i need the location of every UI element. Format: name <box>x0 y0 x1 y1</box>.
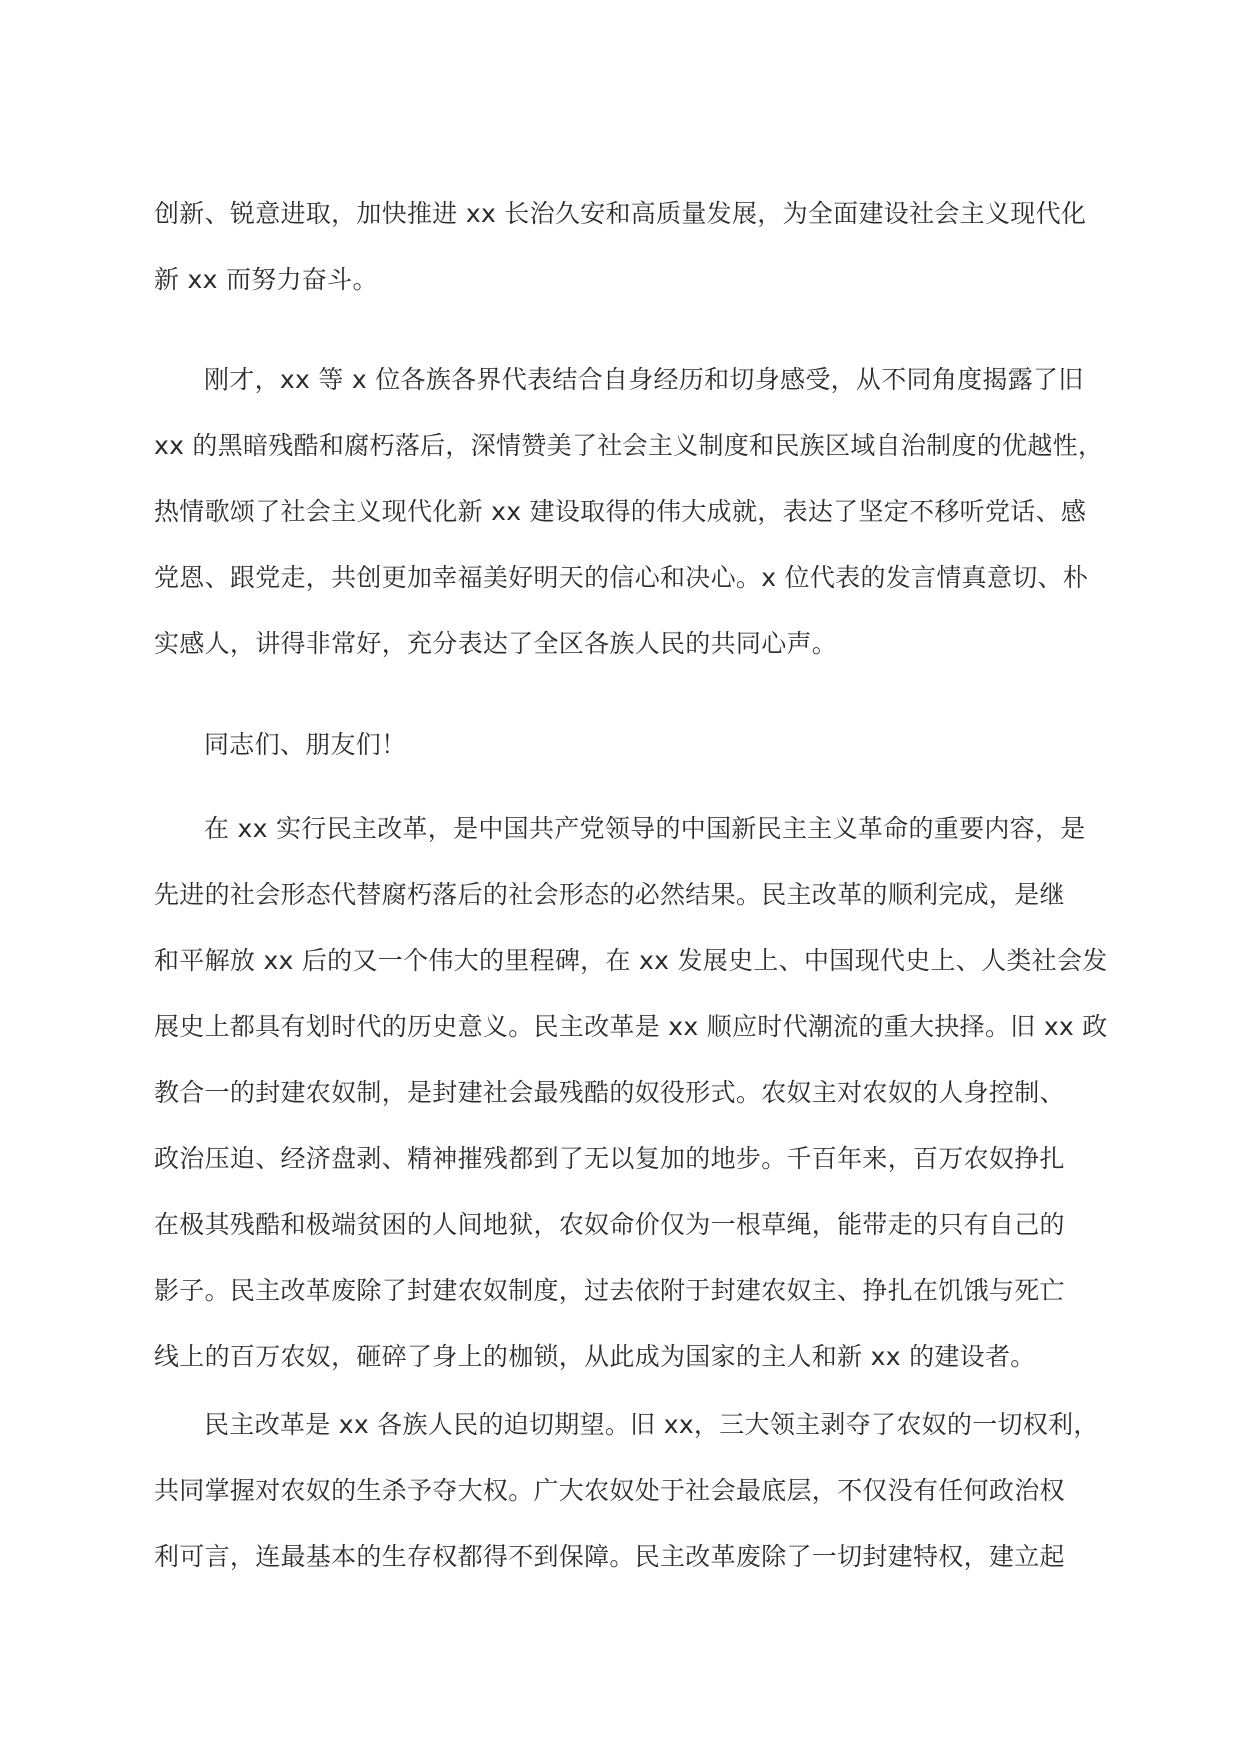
paragraph-salutation <box>154 712 1094 778</box>
text-line: 同志们、朋友们！ <box>204 730 407 759</box>
text-line: 热情歌颂了社会主义现代化新 xx 建设取得的伟大成就，表达了坚定不移听党话、感 <box>154 497 1087 526</box>
paragraph-people-expectation <box>154 1392 1099 1590</box>
text-line: xx 的黑暗残酷和腐朽落后，深情赞美了社会主义制度和民族区域自治制度的优越性， <box>154 431 1104 460</box>
paragraph-democratic-reform <box>154 796 1108 1390</box>
text-line: 利可言，连最基本的生存权都得不到保障。民主改革废除了一切封建特权，建立起 <box>154 1542 1065 1571</box>
text-line: 教合一的封建农奴制，是封建社会最残酷的奴役形式。农奴主对农奴的人身控制、 <box>154 1078 1065 1107</box>
text-line: 新 xx 而努力奋斗。 <box>154 265 378 294</box>
text-line: 创新、锐意进取，加快推进 xx 长治久安和高质量发展，为全面建设社会主义现代化 <box>154 199 1087 228</box>
text-line: 先进的社会形态代替腐朽落后的社会形态的必然结果。民主改革的顺利完成，是继 <box>154 880 1065 909</box>
text-line: 在 xx 实行民主改革，是中国共产党领导的中国新民主主义革命的重要内容，是 <box>204 814 1086 843</box>
text-line: 和平解放 xx 后的又一个伟大的里程碑，在 xx 发展史上、中国现代史上、人类社会发 <box>154 946 1108 975</box>
text-line: 党恩、跟党走，共创更加幸福美好明天的信心和决心。x 位代表的发言情真意切、朴 <box>154 563 1089 592</box>
text-line: 线上的百万农奴，砸碎了身上的枷锁，从此成为国家的主人和新 xx 的建设者。 <box>154 1342 1036 1371</box>
text-line: 政治压迫、经济盘剥、精神摧残都到了无以复加的地步。千百年来，百万农奴挣扎 <box>154 1144 1065 1173</box>
text-line: 实感人，讲得非常好，充分表达了全区各族人民的共同心声。 <box>154 629 838 658</box>
text-line: 展史上都具有划时代的历史意义。民主改革是 xx 顺应时代潮流的重大抉择。旧 xx 政 <box>154 1012 1108 1041</box>
text-line: 刚才，xx 等 x 位各族各界代表结合自身经历和切身感受，从不同角度揭露了旧 <box>204 365 1084 394</box>
text-line: 共同掌握对农奴的生杀予夺大权。广大农奴处于社会最底层，不仅没有任何政治权 <box>154 1476 1065 1505</box>
paragraph-continuation <box>154 181 1094 313</box>
paragraph-representatives <box>154 347 1104 677</box>
text-line: 在极其残酷和极端贫困的人间地狱，农奴命价仅为一根草绳，能带走的只有自己的 <box>154 1210 1065 1239</box>
text-line: 民主改革是 xx 各族人民的迫切期望。旧 xx，三大领主剥夺了农奴的一切权利， <box>204 1410 1099 1439</box>
text-line: 影子。民主改革废除了封建农奴制度，过去依附于封建农奴主、挣扎在饥饿与死亡 <box>154 1276 1065 1305</box>
